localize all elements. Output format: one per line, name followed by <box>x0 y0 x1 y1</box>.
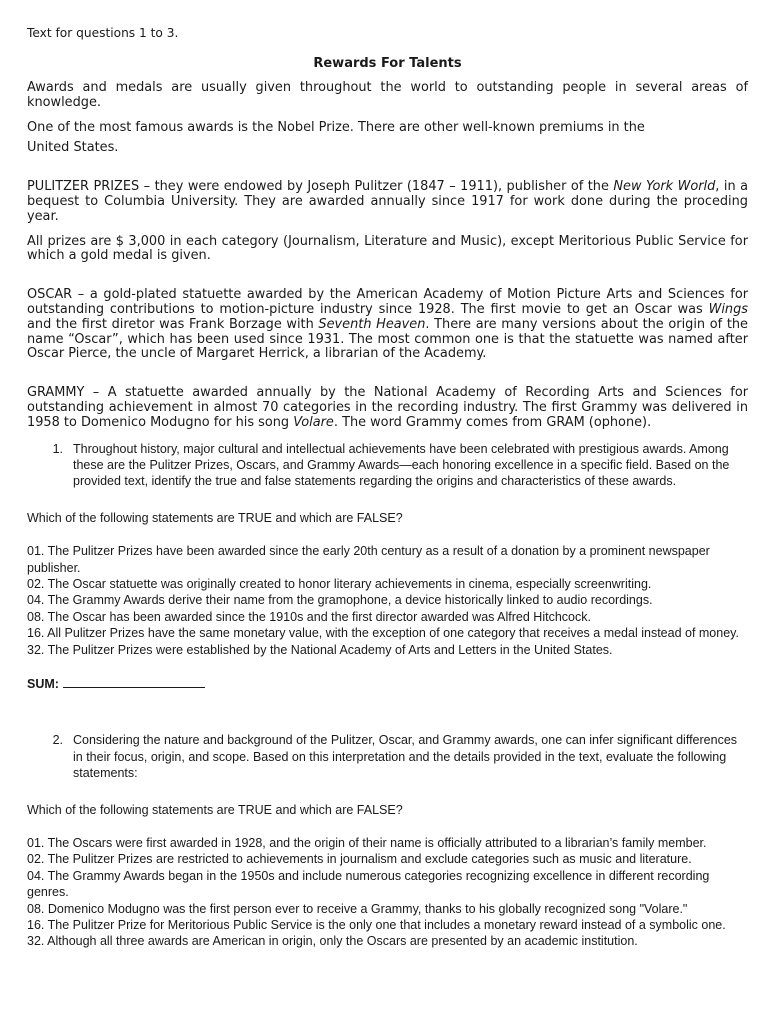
statement-01: 01. The Oscars were first awarded in 1928, and the origin of their name is officially attributed to a librarian’s family member. <box>27 836 707 851</box>
oscar-text-a: OSCAR – a gold-plated statuette awarded by the American Academy of Motion Picture Arts and Sciences for outstanding contributions to motion-picture industry since 1928. The first movie to get an Oscar was <box>27 287 748 317</box>
intro-line: Text for questions 1 to 3. <box>27 26 179 40</box>
question-2-statements <box>27 835 748 950</box>
reading-passage <box>27 81 748 431</box>
pulitzer-text-b: , in a bequest to Columbia University. They are awarded annually since 1917 for work done during the proceding year. <box>27 179 748 224</box>
sum-label: SUM: <box>27 677 59 692</box>
statement-32: 32. Although all three awards are American in origin, only the Oscars are presented by an academic institution. <box>27 934 638 949</box>
grammy-text-a: GRAMMY – A statuette awarded annually by the National Academy of Recording Arts and Sciences for outstanding achievement in almost 70 categories in the recording industry. The first Grammy was delivered in 1958 to Domenico Modugno for his song <box>27 385 748 430</box>
paragraph-pulitzer-prizes-value: All prizes are $ 3,000 in each category (Journalism, Literature and Music), except Meritorious Public Service for which a gold medal is given. <box>27 233 748 264</box>
statement-04: 04. The Grammy Awards began in the 1950s and include numerous categories recognizing excellence in different recording genres. <box>27 868 710 900</box>
grammy-song-name: Volare <box>293 414 334 430</box>
statement-01: 01. The Pulitzer Prizes have been awarded since the early 20th century as a result of a donation by a prominent newspaper publisher. <box>27 544 710 575</box>
paragraph-grammy <box>27 386 748 430</box>
question-1 <box>27 441 748 693</box>
statement-04: 04. The Grammy Awards derive their name from the gramophone, a device historically linked to audio recordings. <box>27 593 653 608</box>
paragraph-oscar <box>27 288 748 362</box>
question-2 <box>27 732 748 949</box>
statement-02: 02. The Oscar statuette was originally created to honor literary achievements in cinema, especially screenwriting. <box>27 576 652 591</box>
statement-16: 16. All Pulitzer Prizes have the same monetary value, with the exception of one category that receives a medal instead of money. <box>27 626 739 641</box>
question-1-text: Throughout history, major cultural and intellectual achievements have been celebrated with prestigious awards. Among these are the Pulitzer Prizes, Oscars, and Grammy Awards—each honoring excellence in a specific field. Based on the provided text, identify the true and false statements regarding the origins and characteristics of these awards. <box>73 441 730 489</box>
paragraph-pulitzer <box>27 180 748 224</box>
sum-answer-blank[interactable] <box>63 676 205 688</box>
oscar-text-c: . There are many versions about the origin of the name “Oscar”, which has been used since 1931. The most common one is that the statuette was named after Oscar Pierce, the uncle of Margaret Herrick, a librarian of the Academy. <box>27 316 748 362</box>
question-2-ask: Which of the following statements are TRUE and which are FALSE? <box>27 802 403 817</box>
statement-32: 32. The Pulitzer Prizes were established by the National Academy of Arts and Letters in the United States. <box>27 642 613 657</box>
question-1-ask: Which of the following statements are TRUE and which are FALSE? <box>27 510 403 525</box>
statement-16: 16. The Pulitzer Prize for Meritorious Public Service is the only one that includes a monetary reward instead of a symbolic one. <box>27 918 726 933</box>
pulitzer-newspaper-name: New York World <box>613 179 716 195</box>
oscar-movie-name: Wings <box>708 301 748 317</box>
oscar-text-b: and the first diretor was Frank Borzage with <box>27 316 319 332</box>
paragraph-united-states: United States. <box>27 140 119 156</box>
text-title: Rewards For Talents <box>313 56 462 71</box>
pulitzer-text-a: PULITZER PRIZES – they were endowed by Joseph Pulitzer (1847 – 1911), publisher of the <box>27 179 614 195</box>
statement-08: 08. The Oscar has been awarded since the 1910s and the first director awarded was Alfred Hitchcock. <box>27 609 591 624</box>
document-page <box>27 26 748 950</box>
question-1-number: 1. <box>52 441 63 456</box>
grammy-text-b: . The word Grammy comes from GRAM (ophone). <box>333 414 652 430</box>
statement-02: 02. The Pulitzer Prizes are restricted to achievements in journalism and exclude categories such as music and literature. <box>27 852 692 867</box>
question-1-statements <box>27 543 748 658</box>
statement-08: 08. Domenico Modugno was the first person ever to receive a Grammy, thanks to his globally recognized song "Volare." <box>27 901 688 916</box>
question-2-prompt <box>27 732 748 781</box>
paragraph-awards: Awards and medals are usually given throughout the world to outstanding people in several areas of knowledge. <box>27 80 748 110</box>
question-2-text: Considering the nature and background of the Pulitzer, Oscar, and Grammy awards, one can infer significant differences in their focus, origin, and scope. Based on this interpretation and the details provided in the text, evaluate the following statements: <box>73 733 738 781</box>
question-1-prompt <box>27 441 748 490</box>
paragraph-nobel: One of the most famous awards is the Nobel Prize. There are other well-known premiums in the <box>27 119 645 135</box>
oscar-director-movie: Seventh Heaven <box>318 316 426 332</box>
question-2-number: 2. <box>52 733 63 748</box>
sum-answer <box>27 676 748 692</box>
